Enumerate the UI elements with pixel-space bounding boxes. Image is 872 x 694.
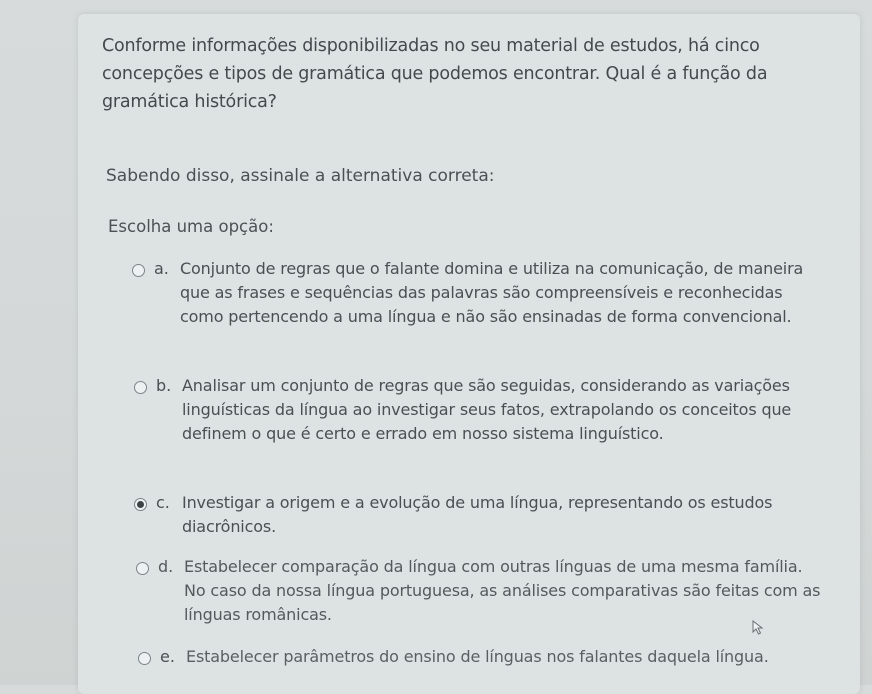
option-d-letter: d. bbox=[158, 557, 174, 576]
option-e-text: Estabelecer parâmetros do ensino de línguas nos falantes daquela língua. bbox=[186, 647, 769, 666]
option-d[interactable] bbox=[136, 555, 826, 627]
radio-option-c[interactable] bbox=[134, 498, 147, 511]
option-b-letter: b. bbox=[156, 376, 172, 395]
option-c-text: Investigar a origem e a evolução de uma língua, representando os estudos diacrônicos. bbox=[182, 493, 773, 536]
option-a-text: Conjunto de regras que o falante domina e utiliza na comunicação, de maneira que as frases e sequências das palavras são compreensíveis e reconhecidas como pertencendo a uma língua e não são ensinadas de forma convencional. bbox=[180, 259, 804, 326]
option-d-text: Estabelecer comparação da língua com outras línguas de uma mesma família. No caso da nossa língua portuguesa, as análises comparativas são feitas com as línguas românicas. bbox=[184, 557, 821, 624]
option-a[interactable] bbox=[132, 257, 822, 329]
radio-option-d[interactable] bbox=[136, 562, 149, 575]
option-b-text: Analisar um conjunto de regras que são seguidas, considerando as variações linguísticas da língua ao investigar seus fatos, extrapolando os conceitos que definem o que é certo e errado em nosso sistema linguístico. bbox=[182, 376, 792, 443]
radio-option-b[interactable] bbox=[134, 381, 147, 394]
option-e-letter: e. bbox=[160, 647, 175, 666]
instruction-text: Sabendo disso, assinale a alternativa correta: bbox=[106, 166, 495, 186]
option-b[interactable] bbox=[134, 374, 824, 446]
question-text: Conforme informações disponibilizadas no seu material de estudos, há cinco concepções e tipos de gramática que podemos encontrar. Qual é a função da gramática histórica? bbox=[102, 36, 768, 112]
option-a-letter: a. bbox=[154, 259, 169, 278]
radio-option-a[interactable] bbox=[132, 264, 145, 277]
option-c[interactable] bbox=[134, 491, 824, 539]
option-e[interactable] bbox=[138, 645, 828, 669]
option-c-letter: c. bbox=[156, 493, 170, 512]
choose-option-label: Escolha uma opção: bbox=[108, 217, 274, 236]
radio-option-e[interactable] bbox=[138, 652, 151, 665]
mouse-cursor-icon bbox=[752, 620, 766, 636]
